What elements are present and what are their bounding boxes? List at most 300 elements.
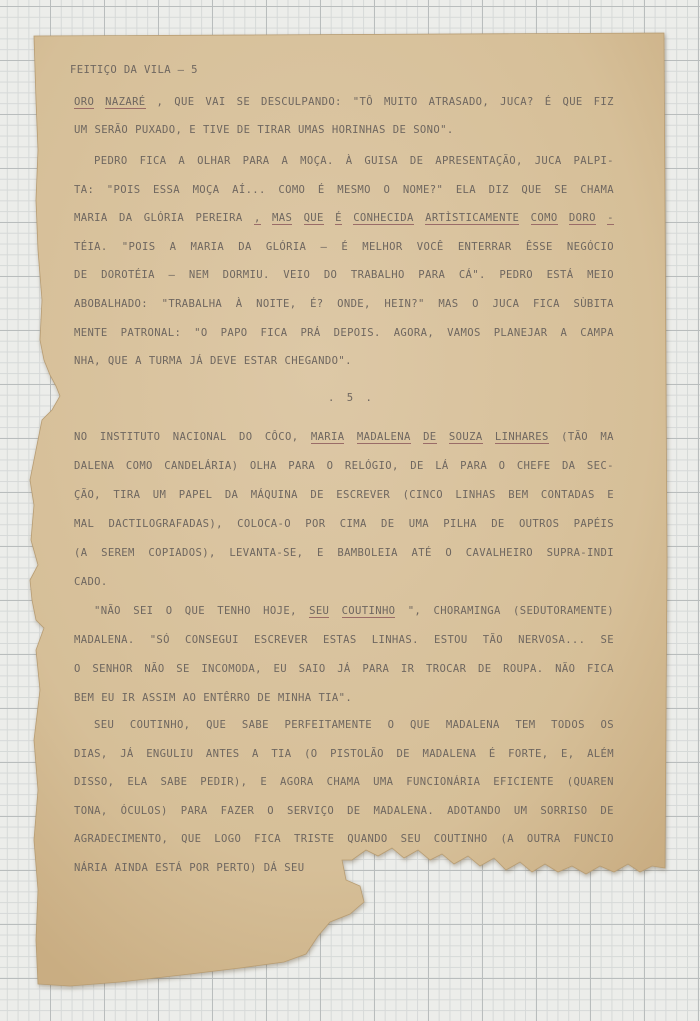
word: PARA — [362, 663, 390, 675]
word: UM — [513, 804, 528, 817]
word: CONTADAS — [540, 489, 595, 501]
word: À — [235, 298, 243, 310]
word: "SÓ — [149, 634, 170, 646]
word: SABE — [160, 776, 188, 789]
word: CHEFE — [516, 460, 551, 472]
word: MENTE — [74, 326, 108, 339]
word: PARA — [460, 460, 488, 472]
word: COMO — [530, 212, 558, 225]
word: CANDELÁRIA) — [164, 460, 239, 472]
word: A — [252, 747, 259, 760]
word: DEVE — [209, 355, 237, 368]
word: PEREIRA — [195, 212, 243, 225]
word: DA — [238, 240, 252, 253]
text-line — [74, 775, 614, 789]
word: DEPOIS. — [333, 326, 381, 339]
word: RELÓGIO, — [344, 460, 399, 472]
text-line — [74, 240, 614, 254]
word: ALÉM — [587, 747, 614, 760]
word: É — [335, 212, 342, 225]
word: FUNCIO — [573, 833, 614, 846]
word: BEM — [508, 489, 529, 501]
word: CHAMA — [326, 776, 361, 789]
word: NÃO — [144, 663, 165, 675]
word: ASSIM — [142, 692, 176, 704]
word: MARIA — [310, 431, 345, 443]
word: COMO — [278, 183, 306, 196]
word: MA — [600, 431, 614, 443]
word: PAPO — [220, 326, 248, 339]
word: DA — [118, 212, 133, 225]
word: OS — [600, 719, 614, 731]
word: JÁ — [120, 747, 134, 760]
word: MADALENA. — [373, 804, 435, 817]
word: ENGULIU — [146, 747, 194, 760]
word: CHEGANDO". — [284, 355, 352, 368]
word: VAMOS — [447, 326, 481, 339]
word: SE — [554, 183, 568, 196]
text-line — [74, 517, 614, 531]
word: JÁ — [189, 355, 203, 368]
text-line — [74, 575, 614, 589]
word: ESTAS — [322, 634, 357, 646]
word: UM — [152, 489, 167, 501]
word: O — [267, 804, 274, 817]
word: NACIONAL — [172, 431, 227, 443]
text-line — [74, 718, 614, 732]
word: DE — [423, 431, 437, 443]
word: PEDRO — [94, 155, 128, 167]
word: DA — [224, 489, 239, 501]
word: PAPÉIS — [573, 518, 614, 530]
word: CONHECIDA — [353, 212, 414, 225]
word: "TÔ — [352, 96, 373, 108]
word: TRISTE — [293, 833, 335, 846]
word: QUE — [303, 212, 324, 225]
word: O — [472, 298, 479, 310]
word: ATRASADO, — [428, 96, 490, 108]
word: COUTINHO — [433, 833, 488, 846]
word: É? — [310, 298, 324, 310]
word: DE — [600, 804, 614, 817]
word: DE — [74, 269, 88, 282]
word: CONSEGUI — [185, 634, 239, 646]
word: FUNCIONÁRIA — [406, 776, 481, 789]
word: DORMIU. — [222, 269, 270, 282]
text-line — [74, 326, 614, 340]
text-line — [74, 488, 614, 502]
word: OLHAR — [197, 155, 231, 167]
word: IR — [121, 692, 136, 704]
word: (A — [500, 833, 514, 846]
word: VEIO — [283, 269, 311, 282]
word: ESTOU — [434, 634, 468, 646]
text-line — [74, 459, 614, 473]
word: LOGO — [214, 833, 242, 846]
word: E — [316, 547, 324, 559]
word: CAMPA — [580, 326, 614, 339]
word: DÁ — [263, 862, 278, 874]
word: SEU — [309, 605, 330, 617]
word: AGORA, — [393, 326, 435, 339]
word: PAPEL — [178, 489, 213, 501]
word: UMAS — [297, 124, 325, 136]
word: MAS — [272, 212, 293, 225]
word: SAIO — [298, 663, 326, 675]
word: SERVIÇO — [286, 804, 335, 817]
word: QUE — [174, 96, 195, 108]
word: JUCA? — [500, 96, 534, 108]
word: LINHAS. — [371, 634, 419, 646]
word: AGORA — [280, 776, 314, 789]
word: OUTROS — [518, 518, 560, 530]
word: TROCAR — [425, 663, 467, 675]
word: ELA — [455, 183, 476, 196]
word: MARIA — [190, 240, 225, 253]
word: ÊSSE — [525, 240, 553, 253]
word: NO — [74, 431, 88, 443]
word: PARA — [180, 804, 208, 817]
word: CIMA — [339, 518, 367, 530]
word: UMA — [373, 776, 394, 789]
word: FORTE, — [508, 747, 549, 760]
word: OUTRA — [526, 833, 561, 846]
word: FAZER — [220, 804, 255, 817]
word: NEGÓCIO — [566, 240, 614, 253]
word: GLÓRIA — [265, 240, 307, 253]
word: AO — [182, 692, 197, 704]
word: SENHOR — [92, 663, 133, 675]
text-line — [74, 804, 614, 818]
page-header: FEITIÇO DA VILA — 5 — [70, 64, 198, 76]
word: ESTÁ — [546, 269, 574, 282]
word: PARA — [288, 460, 316, 472]
word: A — [281, 155, 289, 167]
word: DISSO, — [74, 776, 115, 789]
word: NOITE, — [256, 298, 297, 310]
text-line — [74, 123, 614, 137]
word: "NÃO — [94, 605, 121, 617]
word: JÁ — [337, 663, 351, 675]
word: PALPI- — [573, 155, 614, 167]
word: POR — [305, 518, 326, 530]
word: PARA — [418, 269, 446, 282]
word: IR — [400, 663, 415, 675]
text-line — [74, 633, 614, 647]
word: PARA — [242, 155, 270, 167]
word: FICA — [260, 326, 288, 339]
word: O — [387, 719, 395, 731]
word: NHA, — [74, 355, 101, 368]
word: QUE — [562, 96, 583, 108]
text-line — [74, 604, 614, 618]
word: (A — [74, 547, 88, 559]
word: MADALENA — [422, 747, 477, 760]
word: DE — [347, 804, 361, 817]
word: MESMO — [337, 183, 371, 196]
word: ESTAR — [243, 355, 278, 368]
word: DIAS, — [74, 747, 108, 760]
section-marker: . 5 . — [328, 392, 375, 404]
word: PILHA — [443, 518, 477, 530]
word: DE — [396, 747, 410, 760]
word: DE — [236, 124, 251, 136]
word: "POIS — [121, 240, 156, 253]
word: POR — [189, 862, 210, 874]
word: PEDIR), — [200, 776, 248, 789]
word: (O — [304, 747, 318, 760]
text-line — [74, 211, 614, 225]
word: SOUZA — [448, 431, 483, 443]
word: NEM — [188, 269, 209, 282]
word: INSTITUTO — [99, 431, 161, 443]
word: LÁ — [435, 460, 449, 472]
word: ESCREVER — [336, 489, 391, 501]
word: TURMA — [148, 355, 183, 368]
word: MAS — [438, 298, 459, 310]
text-line — [74, 154, 614, 168]
word: PRÁ — [300, 326, 321, 339]
word: NÃO — [555, 663, 576, 675]
text-line — [74, 691, 614, 705]
word: COLOCA-O — [237, 518, 291, 530]
text-line — [74, 747, 614, 761]
word: DO — [323, 269, 338, 282]
word: A — [169, 240, 177, 253]
word: ABOBALHADO: — [74, 298, 149, 310]
word: TEM — [515, 719, 536, 731]
word: (CINCO — [402, 489, 443, 501]
word: SÙBITA — [573, 298, 614, 310]
word: SEU — [94, 719, 115, 731]
word: TIA". — [318, 692, 353, 704]
word: (TÃO — [561, 431, 589, 443]
word: ELA — [127, 776, 148, 789]
word: INCOMODA, — [201, 663, 262, 675]
word: , — [253, 212, 261, 225]
word: A — [178, 155, 186, 167]
word: TENHO — [217, 605, 251, 617]
word: UMA — [408, 518, 429, 530]
word: TÃO — [482, 634, 503, 646]
word: SEI — [133, 605, 154, 617]
word: UM — [74, 124, 88, 136]
text-line — [74, 430, 614, 444]
word: ", — [407, 605, 422, 617]
word: PERTO) — [216, 862, 257, 874]
word: SE — [176, 663, 190, 675]
word: FICA — [586, 663, 614, 675]
word: APRESENTAÇÃO, — [435, 155, 523, 167]
word: DE — [257, 692, 271, 704]
word: AINDA — [114, 862, 149, 874]
word: GLÓRIA — [143, 212, 185, 225]
word: FIZ — [593, 96, 614, 108]
word: CÔCO, — [264, 431, 299, 443]
word: A — [135, 355, 142, 368]
word: E — [189, 124, 196, 136]
word: O — [445, 547, 453, 559]
word: PEDRO — [499, 269, 533, 282]
word: E — [260, 776, 268, 789]
word: O — [326, 460, 334, 472]
word: TODOS — [551, 719, 585, 731]
word: DE — [409, 155, 424, 167]
text-line — [74, 546, 614, 560]
word: JUCA — [534, 155, 562, 167]
word: ORO — [74, 96, 95, 108]
word: SUPRA-INDI — [546, 547, 614, 559]
word: CHAMA — [580, 183, 614, 196]
word: LINHARES — [494, 431, 549, 443]
word: PUXADO, — [135, 124, 183, 136]
word: (QUAREN — [566, 776, 614, 789]
word: ARTÌSTICAMENTE — [425, 212, 520, 225]
word: TIRAR — [257, 124, 291, 136]
word: "O — [194, 326, 208, 339]
word: COUTINHO, — [129, 719, 191, 731]
word: LINHAS — [455, 489, 496, 501]
word: AÍ... — [232, 183, 266, 196]
word: BAMBOLEIA — [337, 547, 398, 559]
word: QUANDO — [347, 833, 388, 846]
word: OLHA — [249, 460, 277, 472]
word: ESSA — [153, 183, 180, 196]
word: SE — [600, 634, 614, 646]
word: TONA, — [74, 804, 108, 817]
word: A — [560, 326, 568, 339]
word: TÉIA. — [74, 240, 108, 253]
word: - — [607, 212, 614, 225]
word: DE — [410, 460, 424, 472]
word: PERFEITAMENTE — [284, 719, 372, 731]
word: ADOTANDO — [447, 804, 501, 817]
word: ANTES — [205, 747, 240, 760]
word: NOME?" — [402, 183, 444, 196]
word: AGRADECIMENTO, — [74, 833, 169, 846]
word: TRABALHO — [350, 269, 405, 282]
word: À — [345, 155, 353, 167]
text-line — [74, 297, 614, 311]
word: CADO. — [74, 576, 108, 588]
text-line — [74, 268, 614, 282]
word: MOÇA. — [300, 155, 334, 167]
word: DE — [310, 489, 324, 501]
word: MADALENA — [356, 431, 411, 443]
word: TIVE — [202, 124, 230, 136]
word: ROUPA. — [503, 663, 544, 675]
word: — — [168, 269, 176, 282]
word: EFICIENTE — [493, 776, 554, 789]
word: SONO". — [413, 124, 454, 136]
text-line — [74, 832, 614, 846]
word: DE — [392, 124, 407, 136]
word: DE — [478, 663, 492, 675]
word: SERÃO — [94, 124, 129, 136]
word: EU — [101, 692, 115, 704]
word: QUE — [107, 355, 129, 368]
word: ONDE, — [337, 298, 371, 310]
word: DACTILOGRAFADAS), — [108, 518, 223, 530]
word: SEU — [400, 833, 421, 846]
word: ENTÊRRO — [203, 692, 251, 704]
word: O — [165, 605, 173, 617]
word: E — [607, 489, 614, 501]
word: MOÇA — [192, 183, 220, 196]
word: ÓCULOS) — [120, 804, 168, 817]
word: , — [156, 96, 164, 108]
text-line — [74, 861, 614, 875]
word: FICA — [139, 155, 167, 167]
word: MÁQUINA — [250, 489, 298, 501]
word: TA: — [74, 183, 95, 196]
word: HOJE, — [263, 605, 297, 617]
word: COUTINHO — [341, 605, 396, 617]
word: MAL — [74, 518, 95, 530]
word: (SEDUTORAMENTE) — [513, 605, 614, 617]
word: DOROTÉIA — [101, 269, 155, 282]
word: SEU — [284, 862, 305, 874]
word: DIZ — [488, 183, 509, 196]
word: GUISA — [364, 155, 398, 167]
word: ENTERRAR — [457, 240, 512, 253]
word: É — [341, 240, 349, 253]
word: QUE — [521, 183, 542, 196]
text-line — [74, 662, 614, 676]
text-line — [74, 183, 614, 197]
word: ATÉ — [411, 547, 432, 559]
word: O — [383, 183, 391, 196]
word: PISTOLÃO — [330, 747, 384, 760]
word: VOCÊ — [416, 240, 444, 253]
word: FICA — [254, 833, 282, 846]
word: SE — [236, 96, 251, 108]
word: HEIN?" — [384, 298, 425, 310]
word: O — [74, 663, 81, 675]
word: DALENA — [74, 460, 115, 472]
word: TIRA — [113, 489, 141, 501]
word: MARIA — [74, 212, 108, 225]
word: — — [320, 240, 328, 253]
word: É — [544, 96, 552, 108]
word: SORRISO — [540, 804, 588, 817]
word: "POIS — [106, 183, 141, 196]
word: ESTÁ — [155, 862, 183, 874]
word: HORINHAS — [331, 124, 386, 136]
word: E, — [561, 747, 575, 760]
word: PLANEJAR — [493, 326, 548, 339]
word: CAVALHEIRO — [465, 547, 534, 559]
word: ESCREVER — [254, 634, 308, 646]
word: MUITO — [383, 96, 418, 108]
word: FICA — [532, 298, 560, 310]
word: VAI — [205, 96, 226, 108]
word: DA — [561, 460, 576, 472]
word: SABE — [241, 719, 269, 731]
word: CHORAMINGA — [433, 605, 501, 617]
word: O — [498, 460, 506, 472]
word: "TRABALHA — [161, 298, 223, 310]
word: LEVANTA-SE, — [229, 547, 304, 559]
word: DE — [491, 518, 505, 530]
word: EU — [273, 663, 287, 675]
word: MELHOR — [362, 240, 403, 253]
word: TIA — [271, 747, 292, 760]
word: MADALENA — [445, 719, 500, 731]
word: É — [488, 747, 496, 760]
word: DESCULPANDO: — [261, 96, 342, 108]
word: JUCA — [492, 298, 520, 310]
